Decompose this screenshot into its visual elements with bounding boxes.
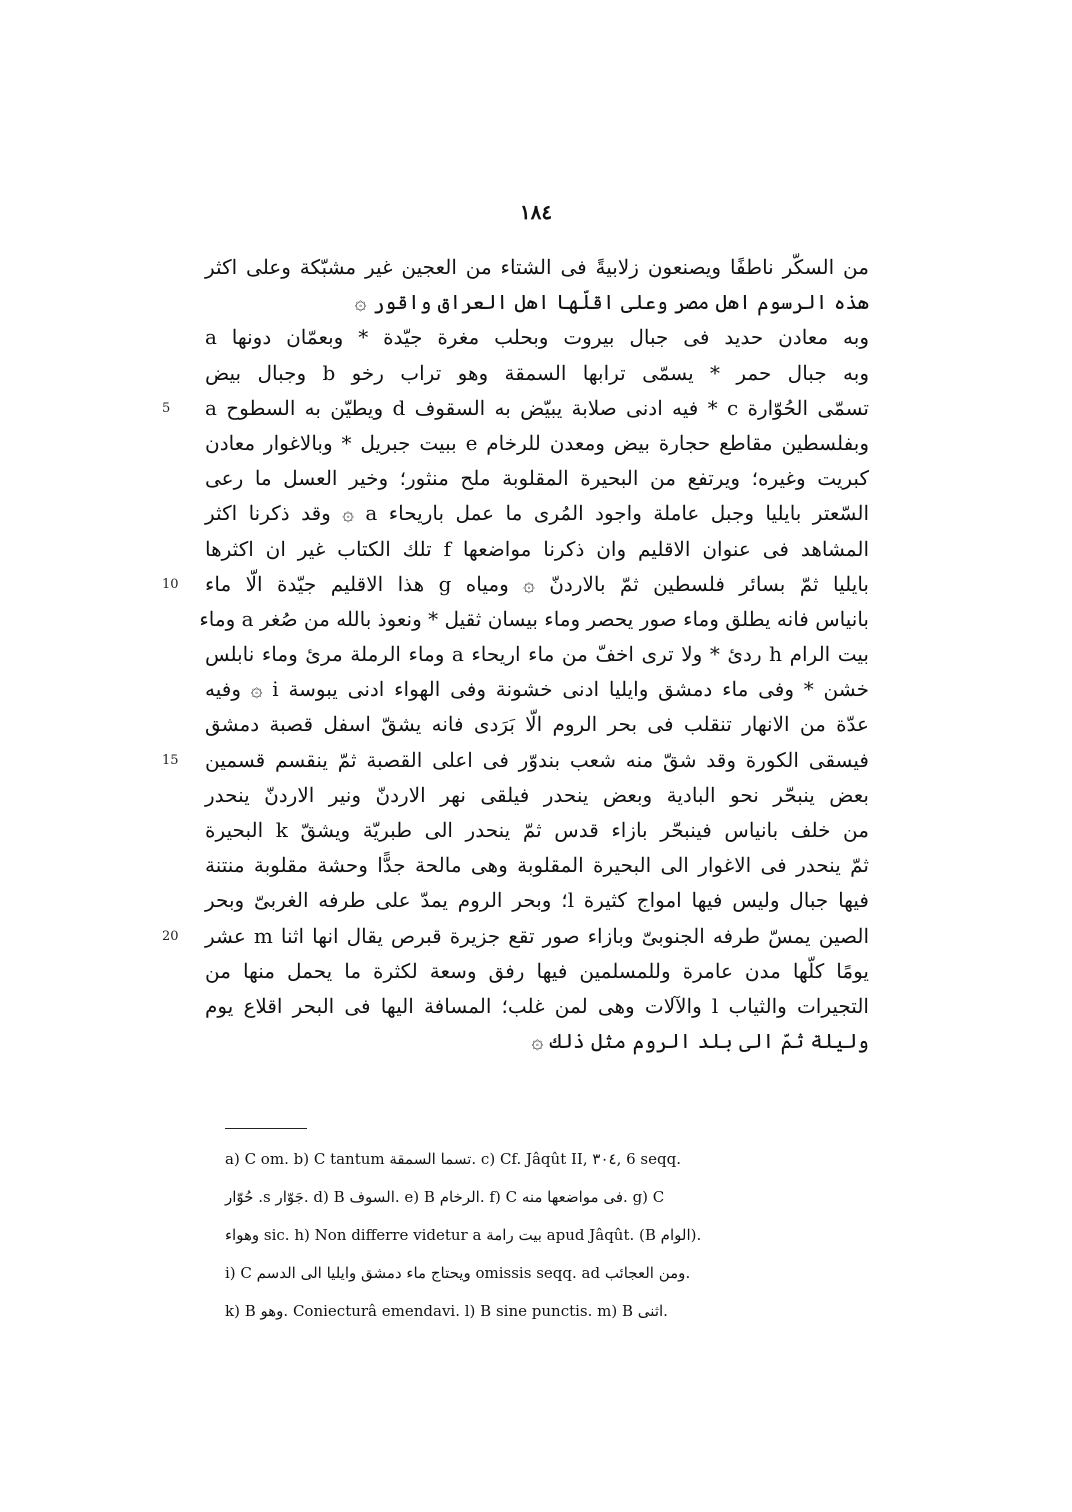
text-line [205,356,869,391]
line-text: ثمّ ينحدر فى الاغوار الى البحيرة المقلوبة وهى مالحة جدًّا وحشة مقلوبة منتنة [205,853,869,878]
line-text: السّعتر بايليا وجبل عاملة واجود المُرى ما عمل باريحاء a ۞ وقد ذكرنا اكثر [205,501,869,526]
text-line [205,1024,869,1059]
footnote-line: a) C om. b) C tantum تسما السمقة. c) Cf. Jâqût II, ٣٠٤, 6 seqq. [225,1150,681,1168]
line-text: خشن * وفى ماء دمشق وايليا ادنى خشونة وفى الهواء ادنى يبوسة i ۞ وفيه [205,677,869,702]
text-line [162,567,869,602]
text-line [162,919,869,954]
footnote-line: حُوّار .s جَوّار. d) B السوف. e) B الرخام. f) C فى مواضعها منه. g) C [225,1188,665,1206]
text-line [162,743,869,778]
footnote-line: i) C ويحتاج ماء دمشق وايليا الى الدسم omissis seqq. ad ومن العجائب. [225,1264,691,1282]
line-text: وبفلسطين مقاطع حجارة بيض ومعدن للرخام e ببيت جبريل * وبالاغوار معادن [205,430,869,455]
text-line [205,989,869,1024]
line-text: هذه الرسوم اهل مصر وعلى اقلّها اهل العراق واقور ۞ [354,290,869,315]
text-line [205,496,869,531]
text-line [205,883,869,918]
line-text: بعض ينبحّر نحو البادية وبعض ينحدر فيلقى نهر الاردنّ ونير الاردنّ ينحدر [205,782,869,807]
footnote-line: k) B وهو. Coniecturâ emendavi. l) B sine punctis. m) B اثنى. [225,1302,668,1320]
line-text: الصين يمسّ طرفه الجنوبىّ وبازاء صور تقع جزيرة قبرص يقال انها اثنا m عشر [205,923,869,948]
text-line [205,954,869,989]
line-number: 10 [162,576,179,592]
text-line [205,672,869,707]
line-text: فيها جبال وليس فيها امواج كثيرة l؛ وبحر الروم يمدّ على طرفه الغربىّ وبحر [205,888,869,913]
line-text: وليلة ثمّ الى بلد الروم مثل ذلك ۞ [531,1029,869,1054]
footnotes [225,1140,869,1330]
line-text: من خلف بانياس فينبحّر بازاء قدس ثمّ ينحدر الى طبريّة ويشقّ k البحيرة [205,818,869,842]
text-line [205,250,869,285]
text-line [205,707,869,742]
line-text: التجيرات والثياب l والآلات وهى لمن غلب؛ المسافة اليها فى البحر اقلاع يوم [205,993,869,1018]
line-text: فيسقى الكورة وقد شقّ منه شعب بندوّر فى اعلى القصبة ثمّ ينقسم قسمين [205,747,869,772]
text-line [162,391,869,426]
line-text: بيت الرام h ردئ * ولا ترى اخفّ من ماء اريحاء a وماء الرملة مرئ وماء نابلس [205,642,869,667]
line-text: تسمّى الحُوّارة c * فيه ادنى صلابة يبيّض به السقوف d ويطيّن به السطوح a [205,395,869,420]
footnote-rule [225,1128,307,1129]
line-text: كبريت وغيره؛ ويرتفع من البحيرة المقلوبة ملح منثور؛ وخير العسل ما رعى [205,466,869,491]
body-text [162,250,870,1059]
line-number: 15 [162,752,179,768]
text-line [205,320,869,355]
line-text: وبه معادن حديد فى جبال بيروت وبحلب مغرة جيّدة * وبعمّان دونها a [205,325,869,350]
line-number: 20 [162,928,179,944]
line-text: بانياس فانه يطلق وماء صور يحصر وماء بيسان ثقيل * ونعوذ بالله من صُغر a وماء [199,606,869,631]
text-line [205,637,869,672]
text-line [205,461,869,496]
text-line [205,532,869,567]
line-number: 5 [162,400,171,416]
line-text: عدّة من الانهار تنقلب فى بحر الروم الّا بَرَدى فانه يشقّ اسفل قصبة دمشق [205,712,869,737]
text-line [205,778,869,813]
line-text: المشاهد فى عنوان الاقليم وان ذكرنا مواضعها f تلك الكتاب غير ان اكثرها [205,536,870,561]
footnote-line: وهواء sic. h) Non differre videtur a بيت رامة apud Jâqût. (B الوام). [225,1226,702,1244]
text-line [205,848,869,883]
line-text: وبه جبال حمر * يسمّى ترابها السمقة وهو تراب رخو b وجبال بيض [205,360,869,385]
page-number: ١٨٤ [519,200,553,224]
text-line [205,813,869,848]
line-text: من السكّر ناطفًا ويصنعون زلابيةً فى الشتاء من العجين غير مشبّكة وعلى اكثر [205,255,869,279]
text-line [205,285,869,320]
text-line [205,426,869,461]
line-text: بايليا ثمّ بسائر فلسطين ثمّ بالاردنّ ۞ ومياه g هذا الاقليم جيّدة الّا ماء [205,571,869,596]
line-text: يومًا كلّها مدن عامرة وللمسلمين فيها رفق وسعة لكثرة ما يحمل منها من [205,958,869,983]
text-line [199,602,869,637]
